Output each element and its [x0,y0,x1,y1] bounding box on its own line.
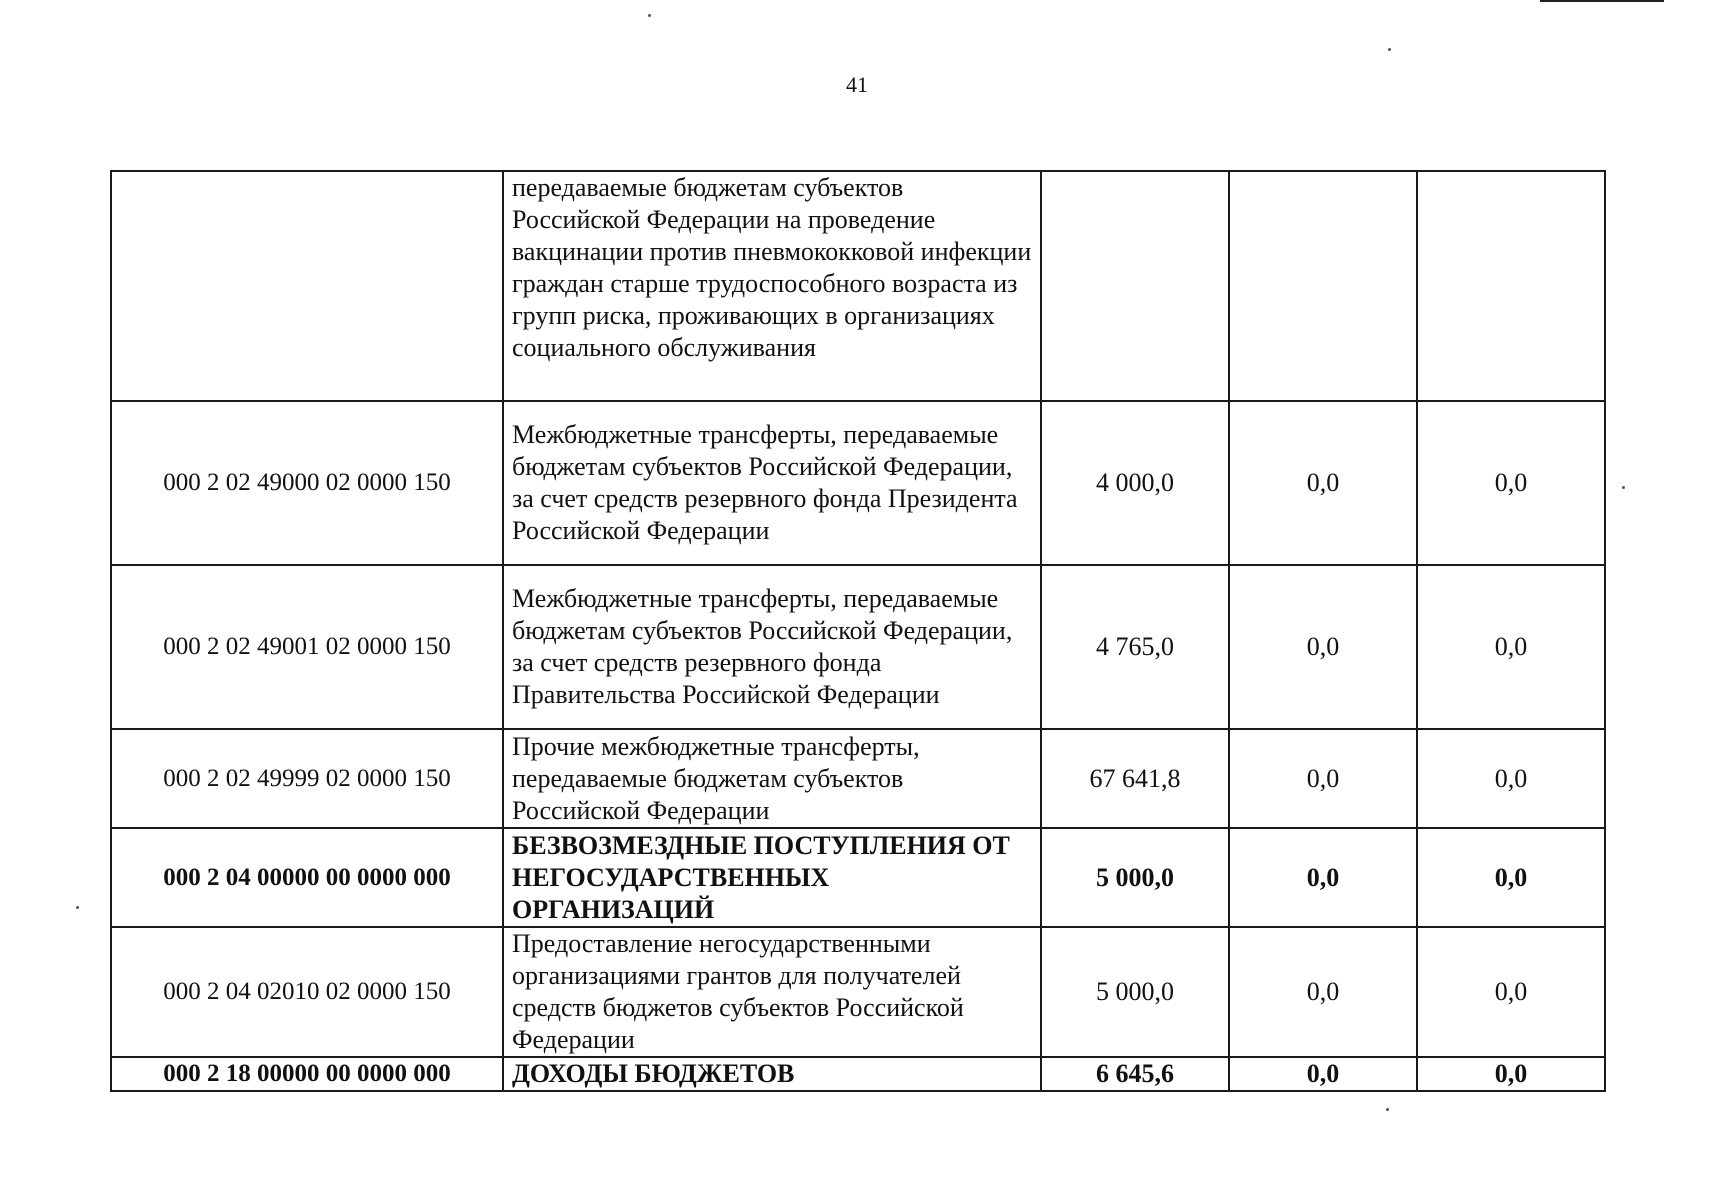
row-value-2: 0,0 [1229,401,1417,565]
table-row-section-total [111,828,1605,927]
row-value-1: 5 000,0 [1041,828,1229,927]
row-value-3 [1417,171,1605,401]
scan-speck [648,14,651,17]
table-row-section-total [111,1057,1605,1091]
budget-table [110,170,1606,1092]
row-value-3: 0,0 [1417,828,1605,927]
page-number: 41 [846,72,868,97]
row-code: 000 2 18 00000 00 0000 000 [111,1057,503,1091]
row-code: 000 2 02 49999 02 0000 150 [111,729,503,828]
row-value-1 [1041,171,1229,401]
row-value-3: 0,0 [1417,1057,1605,1091]
scan-speck [1388,48,1391,51]
row-value-1: 6 645,6 [1041,1057,1229,1091]
table-row [111,729,1605,828]
row-value-3: 0,0 [1417,401,1605,565]
row-code [111,171,503,401]
row-value-2: 0,0 [1229,1057,1417,1091]
row-code: 000 2 04 00000 00 0000 000 [111,828,503,927]
row-value-2: 0,0 [1229,828,1417,927]
row-value-1: 5 000,0 [1041,927,1229,1057]
row-value-1: 67 641,8 [1041,729,1229,828]
row-description: передаваемые бюджетам субъектов Российской Федерации на проведение вакцинации против пневмококковой инфекции граждан старше трудоспособного возраста из групп риска, проживающих в организациях социального обслуживания [503,171,1041,401]
table-row [111,927,1605,1057]
row-value-2: 0,0 [1229,565,1417,729]
row-value-2: 0,0 [1229,927,1417,1057]
table-row [111,401,1605,565]
top-edge-rule [1540,0,1664,2]
scan-speck [1386,1108,1389,1111]
row-value-3: 0,0 [1417,729,1605,828]
row-description: ДОХОДЫ БЮДЖЕТОВ [503,1057,1041,1091]
row-code: 000 2 04 02010 02 0000 150 [111,927,503,1057]
table-row [111,171,1605,401]
table-row [111,565,1605,729]
scan-speck [1622,486,1625,489]
row-description: Межбюджетные трансферты, передаваемые бюджетам субъектов Российской Федерации, за счет средств резервного фонда Правительства Российской Федерации [503,565,1041,729]
row-code: 000 2 02 49001 02 0000 150 [111,565,503,729]
row-value-1: 4 000,0 [1041,401,1229,565]
row-value-2: 0,0 [1229,729,1417,828]
row-description: Предоставление негосударственными организациями грантов для получателей средств бюджетов субъектов Российской Федерации [503,927,1041,1057]
row-code: 000 2 02 49000 02 0000 150 [111,401,503,565]
row-value-3: 0,0 [1417,565,1605,729]
row-description: Межбюджетные трансферты, передаваемые бюджетам субъектов Российской Федерации, за счет средств резервного фонда Президента Российской Федерации [503,401,1041,565]
row-value-3: 0,0 [1417,927,1605,1057]
row-description: Прочие межбюджетные трансферты, передаваемые бюджетам субъектов Российской Федерации [503,729,1041,828]
scan-speck [76,906,79,909]
row-description: БЕЗВОЗМЕЗДНЫЕ ПОСТУПЛЕНИЯ ОТ НЕГОСУДАРСТВЕННЫХ ОРГАНИЗАЦИЙ [503,828,1041,927]
row-value-2 [1229,171,1417,401]
row-value-1: 4 765,0 [1041,565,1229,729]
